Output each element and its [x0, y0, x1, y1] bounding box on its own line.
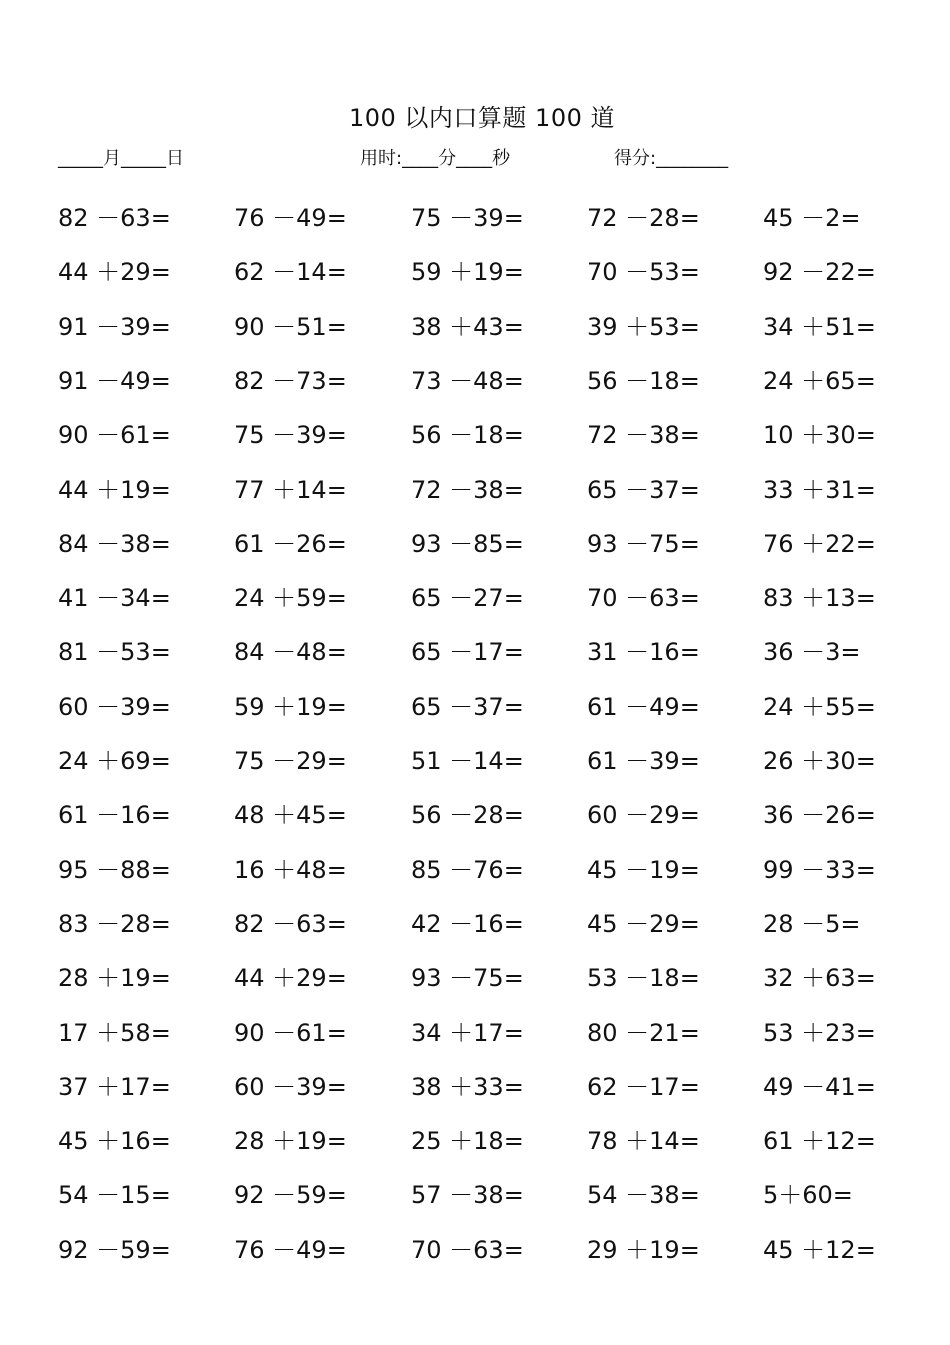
math-problem: 61 －49=: [587, 693, 700, 721]
math-problem: 95 －88=: [58, 856, 171, 884]
math-problem: 5＋60=: [763, 1181, 853, 1209]
math-problem: 32 ＋63=: [763, 964, 876, 992]
math-problem: 92 －59=: [234, 1181, 347, 1209]
math-problem: 75 －39=: [411, 204, 524, 232]
math-problem: 53 ＋23=: [763, 1019, 876, 1047]
math-problem: 65 －37=: [411, 693, 524, 721]
math-problem: 31 －16=: [587, 638, 700, 666]
math-problem: 48 ＋45=: [234, 801, 347, 829]
math-problem: 61 ＋12=: [763, 1127, 876, 1155]
math-problem: 73 －48=: [411, 367, 524, 395]
math-problem: 24 ＋65=: [763, 367, 876, 395]
math-problem: 93 －75=: [411, 964, 524, 992]
math-problem: 99 －33=: [763, 856, 876, 884]
score-field: 得分:________: [614, 148, 729, 169]
math-problem: 59 ＋19=: [411, 258, 524, 286]
math-problem: 75 －29=: [234, 747, 347, 775]
math-problem: 90 －51=: [234, 313, 347, 341]
math-problem: 80 －21=: [587, 1019, 700, 1047]
math-problem: 70 －53=: [587, 258, 700, 286]
math-problem: 54 －15=: [58, 1181, 171, 1209]
math-problem: 44 ＋19=: [58, 476, 171, 504]
math-problem: 81 －53=: [58, 638, 171, 666]
math-problem: 78 ＋14=: [587, 1127, 700, 1155]
page-title: 100 以内口算题 100 道: [348, 104, 615, 132]
math-problem: 65 －27=: [411, 584, 524, 612]
math-problem: 33 ＋31=: [763, 476, 876, 504]
math-problem: 44 ＋29=: [58, 258, 171, 286]
math-problem: 57 －38=: [411, 1181, 524, 1209]
math-problem: 37 ＋17=: [58, 1073, 171, 1101]
math-problem: 75 －39=: [234, 421, 347, 449]
math-problem: 16 ＋48=: [234, 856, 347, 884]
math-problem: 93 －75=: [587, 530, 700, 558]
math-problem: 85 －76=: [411, 856, 524, 884]
math-problem: 84 －48=: [234, 638, 347, 666]
math-problem: 61 －26=: [234, 530, 347, 558]
math-problem: 56 －18=: [411, 421, 524, 449]
math-problem: 59 ＋19=: [234, 693, 347, 721]
math-problem: 49 －41=: [763, 1073, 876, 1101]
math-problem: 26 ＋30=: [763, 747, 876, 775]
math-problem: 28 －5=: [763, 910, 861, 938]
math-problem: 62 －14=: [234, 258, 347, 286]
math-problem: 90 －61=: [234, 1019, 347, 1047]
math-problem: 45 －19=: [587, 856, 700, 884]
math-problem: 53 －18=: [587, 964, 700, 992]
math-problem: 83 ＋13=: [763, 584, 876, 612]
math-problem: 36 －26=: [763, 801, 876, 829]
math-problem: 54 －38=: [587, 1181, 700, 1209]
math-problem: 91 －39=: [58, 313, 171, 341]
math-problem: 42 －16=: [411, 910, 524, 938]
math-problem: 17 ＋58=: [58, 1019, 171, 1047]
math-problem: 72 －28=: [587, 204, 700, 232]
math-problem: 92 －59=: [58, 1236, 171, 1264]
math-problem: 76 ＋22=: [763, 530, 876, 558]
math-problem: 25 ＋18=: [411, 1127, 524, 1155]
math-problem: 76 －49=: [234, 1236, 347, 1264]
math-problem: 77 ＋14=: [234, 476, 347, 504]
math-problem: 65 －37=: [587, 476, 700, 504]
math-problem: 45 ＋12=: [763, 1236, 876, 1264]
math-problem: 91 －49=: [58, 367, 171, 395]
math-problem: 62 －17=: [587, 1073, 700, 1101]
math-problem: 61 －39=: [587, 747, 700, 775]
math-problem: 61 －16=: [58, 801, 171, 829]
math-problem: 28 ＋19=: [234, 1127, 347, 1155]
math-problem: 45 ＋16=: [58, 1127, 171, 1155]
math-problem: 65 －17=: [411, 638, 524, 666]
math-problem: 82 －63=: [58, 204, 171, 232]
math-problem: 60 －39=: [234, 1073, 347, 1101]
math-problem: 83 －28=: [58, 910, 171, 938]
math-problem: 45 －2=: [763, 204, 861, 232]
math-problem: 38 ＋33=: [411, 1073, 524, 1101]
math-problem: 93 －85=: [411, 530, 524, 558]
math-problem: 76 －49=: [234, 204, 347, 232]
math-problem: 90 －61=: [58, 421, 171, 449]
date-field: _____月_____日: [58, 148, 184, 169]
math-problem: 92 －22=: [763, 258, 876, 286]
math-problem: 24 ＋59=: [234, 584, 347, 612]
math-problem: 44 ＋29=: [234, 964, 347, 992]
math-problem: 70 －63=: [587, 584, 700, 612]
math-problem: 84 －38=: [58, 530, 171, 558]
math-problem: 24 ＋69=: [58, 747, 171, 775]
math-problem: 82 －63=: [234, 910, 347, 938]
math-problem: 38 ＋43=: [411, 313, 524, 341]
math-problem: 34 ＋51=: [763, 313, 876, 341]
math-problem: 10 ＋30=: [763, 421, 876, 449]
math-problem: 72 －38=: [411, 476, 524, 504]
math-problem: 82 －73=: [234, 367, 347, 395]
math-problem: 51 －14=: [411, 747, 524, 775]
math-problem: 56 －18=: [587, 367, 700, 395]
math-problem: 34 ＋17=: [411, 1019, 524, 1047]
time-used-field: 用时:____分____秒: [360, 148, 511, 169]
math-problem: 39 ＋53=: [587, 313, 700, 341]
math-problem: 41 －34=: [58, 584, 171, 612]
math-problem: 28 ＋19=: [58, 964, 171, 992]
math-problem: 56 －28=: [411, 801, 524, 829]
math-problem: 60 －29=: [587, 801, 700, 829]
math-problem: 45 －29=: [587, 910, 700, 938]
math-problem: 29 ＋19=: [587, 1236, 700, 1264]
math-problem: 72 －38=: [587, 421, 700, 449]
math-problem: 70 －63=: [411, 1236, 524, 1264]
math-problem: 24 ＋55=: [763, 693, 876, 721]
math-problem: 60 －39=: [58, 693, 171, 721]
math-problem: 36 －3=: [763, 638, 861, 666]
